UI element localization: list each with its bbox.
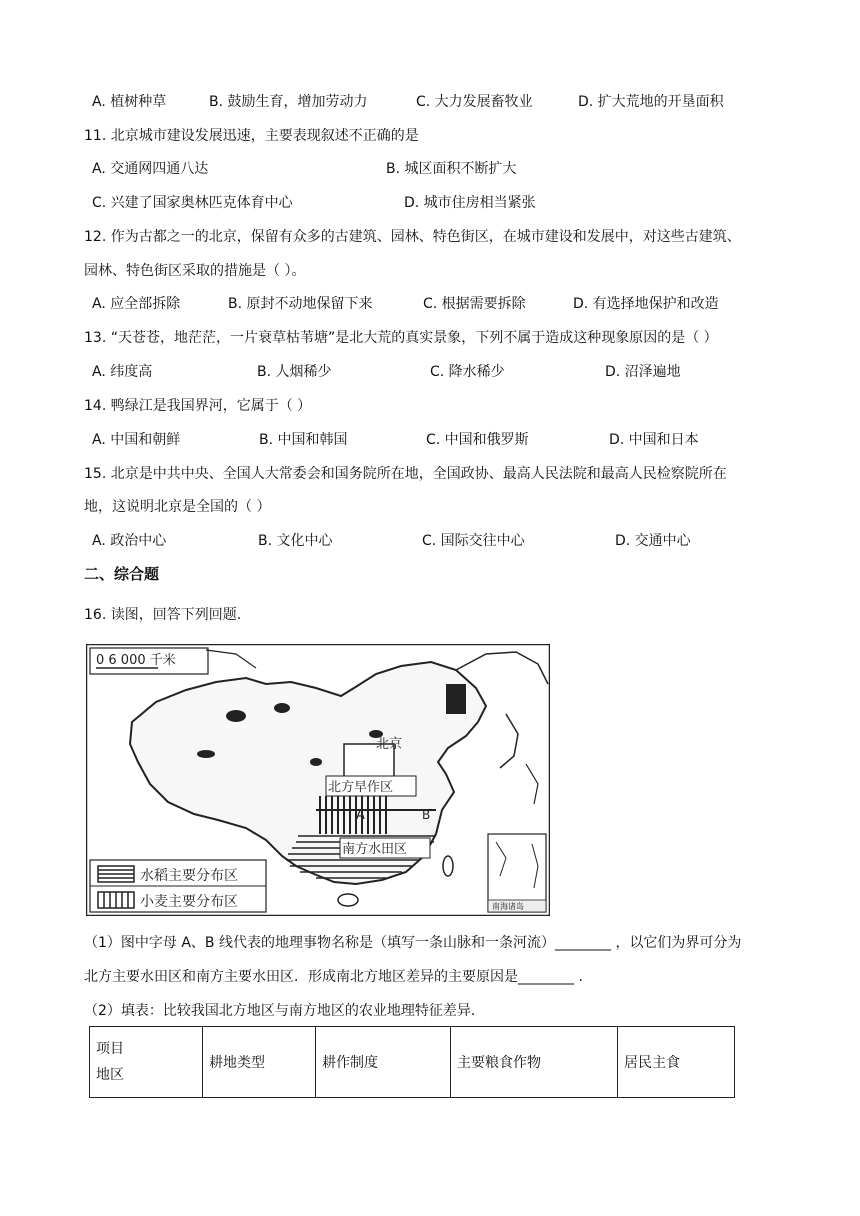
beijing-label: 北京 (376, 737, 403, 752)
north-region-label: 北方早作区 (328, 780, 394, 795)
scale-label: 0 6 000 千米 (96, 653, 176, 668)
q12-option-a: A. 应全部拆除 (92, 296, 181, 312)
legend-wheat-label: 小麦主要分布区 (140, 894, 238, 910)
legend-rice-swatch (98, 866, 134, 882)
q15-option-c: C. 国际交往中心 (422, 533, 525, 549)
corner-bottom: 地区 (96, 1067, 124, 1083)
q11-option-c: C. 兴建了国家奥林匹克体育中心 (92, 195, 293, 211)
q16-stem: 16. 读图，回答下列回题. (84, 607, 242, 623)
q15-option-a: A. 政治中心 (92, 533, 167, 549)
q14-option-b: B. 中国和韩国 (259, 432, 348, 448)
q13-option-a: A. 纬度高 (92, 364, 153, 380)
table-header-cell: 耕作制度 (316, 1027, 451, 1098)
q14-option-a: A. 中国和朝鲜 (92, 432, 181, 448)
q14-option-c: C. 中国和俄罗斯 (426, 432, 529, 448)
q12-stem-line2: 园林、特色街区采取的措施是（ ）。 (84, 263, 306, 279)
comparison-table (89, 1026, 735, 1098)
q16-part1-line1: （1）图中字母 A、B 线代表的地理事物名称是（填写一条山脉和一条河流）________ ，以它们为界可分为 (84, 935, 742, 951)
q16-part1-line2: 北方主要水田区和南方主要水田区．形成南北方地区差异的主要原因是________ . (84, 969, 583, 985)
section-title: 二、综合题 (84, 565, 160, 583)
q13-option-d: D. 沼泽遍地 (605, 364, 681, 380)
q11-option-a: A. 交通网四通八达 (92, 161, 209, 177)
q14-option-d: D. 中国和日本 (609, 432, 699, 448)
q10-option-c: C. 大力发展畜牧业 (416, 94, 533, 110)
q15-stem-line1: 15. 北京是中共中央、全国人大常委会和国务院所在地，全国政协、最高人民法院和最高人民检察院所在 (84, 466, 727, 482)
label-a: A (356, 808, 365, 823)
q11-option-d: D. 城市住房相当紧张 (404, 195, 536, 211)
q11-stem: 11. 北京城市建设发展迅速，主要表现叙述不正确的是 (84, 128, 419, 144)
q12-option-c: C. 根据需要拆除 (423, 296, 526, 312)
q14-stem: 14. 鸭绿江是我国界河，它属于（ ） (84, 398, 312, 414)
q11-option-b: B. 城区面积不断扩大 (386, 161, 517, 177)
q15-option-b: B. 文化中心 (258, 533, 333, 549)
q12-stem-line1: 12. 作为古都之一的北京，保留有众多的古建筑、园林、特色街区，在城市建设和发展中，对这些古建筑、 (84, 229, 741, 245)
q10-option-a: A. 植树种草 (92, 94, 167, 110)
table-header-cell: 耕地类型 (203, 1027, 316, 1098)
q13-option-b: B. 人烟稀少 (257, 364, 332, 380)
q12-option-d: D. 有选择地保护和改造 (573, 296, 719, 312)
q16-part2: （2）填表：比较我国北方地区与南方地区的农业地理特征差异. (84, 1003, 476, 1019)
table-corner-cell (90, 1027, 203, 1098)
south-region-label: 南方水田区 (342, 842, 408, 857)
legend-wheat-swatch (98, 892, 134, 908)
q15-stem-line2: 地，这说明北京是全国的（ ） (84, 499, 271, 515)
table-header-cell: 居民主食 (618, 1027, 735, 1098)
q12-option-b: B. 原封不动地保留下来 (228, 296, 373, 312)
corner-top: 项目 (96, 1041, 124, 1057)
q10-option-d: D. 扩大荒地的开垦面积 (578, 94, 724, 110)
q10-option-b: B. 鼓励生育，增加劳动力 (209, 94, 368, 110)
q15-option-d: D. 交通中心 (615, 533, 691, 549)
q13-stem: 13. “天苍苍，地茫茫，一片衰草枯苇塘”是北大荒的真实景象，下列不属于造成这种现象原因的是（ ） (84, 330, 718, 346)
q13-option-c: C. 降水稀少 (430, 364, 505, 380)
legend-rice-label: 水稻主要分布区 (140, 868, 238, 884)
inset-label: 南海诸岛 (492, 902, 524, 911)
label-b: B (422, 808, 431, 822)
china-agriculture-map (86, 644, 550, 916)
table-header-cell: 主要粮食作物 (451, 1027, 618, 1098)
